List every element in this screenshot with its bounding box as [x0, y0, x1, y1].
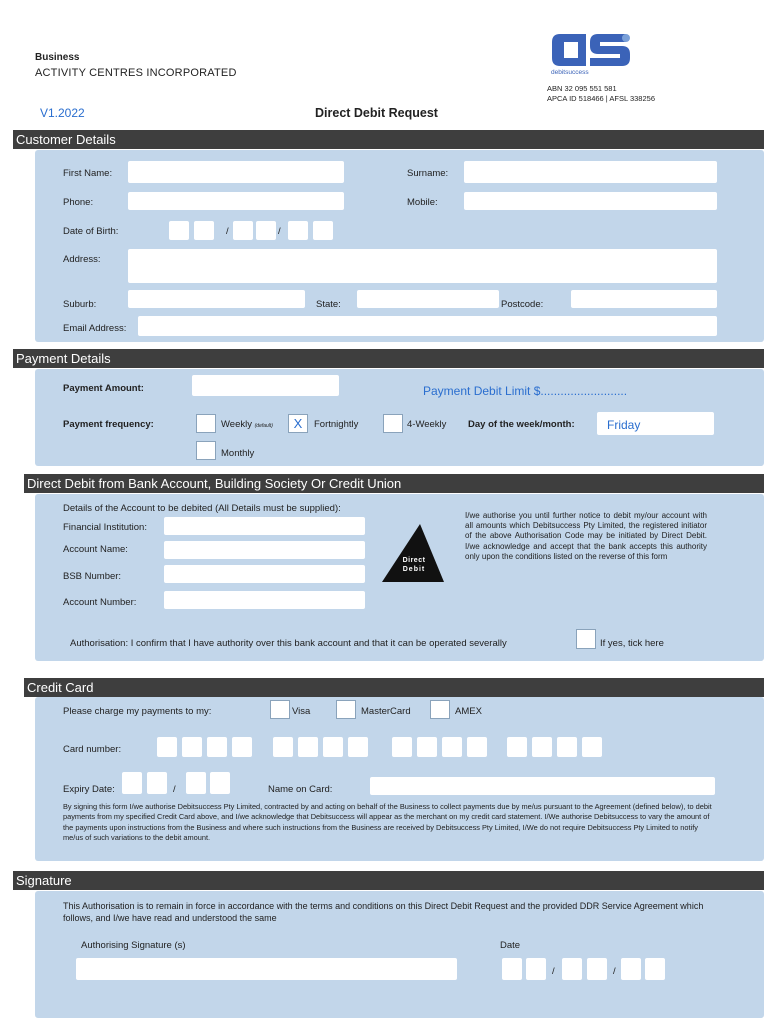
- expiry-month-2[interactable]: [147, 772, 167, 794]
- weekly-label: [221, 419, 273, 430]
- weekly-default-note: (default): [254, 423, 273, 429]
- dob-month-2[interactable]: [256, 221, 276, 240]
- abn-text: ABN 32 095 551 581: [547, 84, 617, 93]
- sign-date-day-2[interactable]: [526, 958, 546, 980]
- card-digit[interactable]: [273, 737, 293, 757]
- surname-label: Surname:: [407, 168, 449, 179]
- dob-separator-2: /: [278, 226, 281, 237]
- payment-debit-limit: Payment Debit Limit $..........................: [423, 384, 628, 398]
- card-digit[interactable]: [557, 737, 577, 757]
- dob-day-1[interactable]: [169, 221, 189, 240]
- sign-date-separator-2: /: [613, 966, 616, 977]
- authorisation-confirm-text: Authorisation: I confirm that I have authority over this bank account and that it can be operated severally: [70, 638, 507, 649]
- card-digit[interactable]: [182, 737, 202, 757]
- state-label: State:: [316, 299, 341, 310]
- state-field[interactable]: [357, 290, 499, 308]
- card-digit[interactable]: [582, 737, 602, 757]
- card-digit[interactable]: [348, 737, 368, 757]
- email-label: Email Address:: [63, 323, 127, 334]
- card-digit[interactable]: [467, 737, 487, 757]
- visa-label: Visa: [292, 706, 311, 717]
- authorisation-tick-label: If yes, tick here: [600, 638, 664, 649]
- logo-wordmark: debitsuccess: [551, 69, 589, 76]
- address-label: Address:: [63, 254, 101, 265]
- expiry-separator: /: [173, 784, 176, 795]
- direct-debit-logo-line2: Debit: [402, 566, 426, 573]
- section-direct-debit-bank: Direct Debit from Bank Account, Building Society Or Credit Union: [24, 474, 764, 493]
- sign-date-year-1[interactable]: [621, 958, 641, 980]
- section-signature: Signature: [13, 871, 764, 890]
- mastercard-label: MasterCard: [361, 706, 411, 717]
- card-digit[interactable]: [323, 737, 343, 757]
- surname-field[interactable]: [464, 161, 717, 183]
- business-label: Business: [35, 52, 80, 63]
- dob-year-2[interactable]: [313, 221, 333, 240]
- card-digit[interactable]: [232, 737, 252, 757]
- expiry-year-1[interactable]: [186, 772, 206, 794]
- postcode-label: Postcode:: [501, 299, 544, 310]
- authorisation-tick-checkbox[interactable]: [576, 629, 596, 649]
- sign-date-day-1[interactable]: [502, 958, 522, 980]
- section-customer-details: Customer Details: [13, 130, 764, 149]
- dob-separator-1: /: [226, 226, 229, 237]
- payment-amount-label: Payment Amount:: [63, 383, 144, 394]
- sign-date-year-2[interactable]: [645, 958, 665, 980]
- phone-label: Phone:: [63, 197, 94, 208]
- direct-debit-logo: [380, 522, 448, 584]
- dob-day-2[interactable]: [194, 221, 214, 240]
- page-title: Direct Debit Request: [315, 106, 438, 120]
- name-on-card-label: Name on Card:: [268, 784, 333, 795]
- section-payment-details: Payment Details: [13, 349, 764, 368]
- card-number-label: Card number:: [63, 744, 122, 755]
- card-digit[interactable]: [532, 737, 552, 757]
- name-on-card-field[interactable]: [370, 777, 715, 795]
- sign-date-separator-1: /: [552, 966, 555, 977]
- section-credit-card: Credit Card: [24, 678, 764, 697]
- weekly-checkbox[interactable]: [196, 414, 216, 433]
- fortnightly-label: Fortnightly: [314, 419, 359, 430]
- visa-checkbox[interactable]: [270, 700, 290, 719]
- account-number-label: Account Number:: [63, 597, 137, 608]
- four-weekly-checkbox[interactable]: [383, 414, 403, 433]
- dob-label: Date of Birth:: [63, 226, 119, 237]
- fortnightly-checkbox[interactable]: X: [288, 414, 308, 433]
- sign-date-month-1[interactable]: [562, 958, 582, 980]
- first-name-label: First Name:: [63, 168, 113, 179]
- monthly-checkbox[interactable]: [196, 441, 216, 460]
- expiry-month-1[interactable]: [122, 772, 142, 794]
- charge-label: Please charge my payments to my:: [63, 706, 212, 717]
- phone-field[interactable]: [128, 192, 344, 210]
- day-of-week-label: Day of the week/month:: [468, 419, 575, 430]
- payment-amount-field[interactable]: [192, 375, 339, 396]
- account-details-label: Details of the Account to be debited (All Details must be supplied):: [63, 503, 341, 514]
- mastercard-checkbox[interactable]: [336, 700, 356, 719]
- bsb-number-field[interactable]: [164, 565, 365, 583]
- weekly-text: Weekly: [221, 419, 252, 430]
- four-weekly-label: 4-Weekly: [407, 419, 447, 430]
- authorising-signature-label: Authorising Signature (s): [81, 940, 186, 951]
- abn-block: [547, 84, 655, 104]
- dob-year-1[interactable]: [288, 221, 308, 240]
- email-field[interactable]: [138, 316, 717, 336]
- mobile-field[interactable]: [464, 192, 717, 210]
- address-field[interactable]: [128, 249, 717, 283]
- dob-month-1[interactable]: [233, 221, 253, 240]
- sign-date-month-2[interactable]: [587, 958, 607, 980]
- signature-date-label: Date: [500, 940, 521, 951]
- debitsuccess-logo: [546, 28, 636, 76]
- monthly-label: Monthly: [221, 448, 255, 459]
- version-label: V1.2022: [40, 106, 85, 120]
- amex-checkbox[interactable]: [430, 700, 450, 719]
- suburb-field[interactable]: [128, 290, 305, 308]
- day-of-week-field[interactable]: Friday: [597, 412, 714, 435]
- business-name: ACTIVITY CENTRES INCORPORATED: [35, 67, 237, 79]
- account-name-field[interactable]: [164, 541, 365, 559]
- expiry-date-label: Expiry Date:: [63, 784, 115, 795]
- card-digit[interactable]: [442, 737, 462, 757]
- mobile-label: Mobile:: [407, 197, 438, 208]
- card-digit[interactable]: [417, 737, 437, 757]
- credit-card-terms: By signing this form I/we authorise Debitsuccess Pty Limited, contracted by and acting on behalf of the Business to collect payments due by me/us pursuant to the Agreement (defined below), to debit payments from my specified Credit Card above, and I/we acknowledge that Debitsuccess will appear as the merchant on my credit card statement. I/We authorise Debitsuccess to vary the amount of the payments upon instructions from the Business and where such instructions from the Business are received by Debitsuccess Pty Limited, I/We do not require Debitsuccess Pty Limited to notify me/us of such variations to the debit amount.: [63, 802, 712, 842]
- financial-institution-field[interactable]: [164, 517, 365, 535]
- signature-field[interactable]: [76, 958, 457, 980]
- bsb-number-label: BSB Number:: [63, 571, 122, 582]
- suburb-label: Suburb:: [63, 299, 97, 310]
- signature-authorisation-text: This Authorisation is to remain in force in accordance with the terms and conditions on this Direct Debit Request and the provided DDR Service Agreement which follows, and I/we have read and understood the same: [63, 901, 704, 923]
- amex-label: AMEX: [455, 706, 482, 717]
- card-digit[interactable]: [207, 737, 227, 757]
- card-digit[interactable]: [507, 737, 527, 757]
- postcode-field[interactable]: [571, 290, 717, 308]
- account-name-label: Account Name:: [63, 544, 128, 555]
- bank-authority-text: I/we authorise you until further notice to debit my/our account with all amounts which Debitsuccess Pty Limited, the registered initiator of the above Authorisation Code may be initiated by Direct Debit. I/we acknowledge and accept that the bank accepts this authority only upon the conditions listed on the reverse of this form: [465, 511, 707, 561]
- first-name-field[interactable]: [128, 161, 344, 183]
- card-digit[interactable]: [392, 737, 412, 757]
- expiry-year-2[interactable]: [210, 772, 230, 794]
- account-number-field[interactable]: [164, 591, 365, 609]
- apca-text: APCA ID 518466 | AFSL 338256: [547, 94, 655, 103]
- payment-frequency-label: Payment frequency:: [63, 419, 154, 430]
- card-digit[interactable]: [157, 737, 177, 757]
- card-digit[interactable]: [298, 737, 318, 757]
- direct-debit-logo-line1: Direct: [402, 557, 426, 564]
- financial-institution-label: Financial Institution:: [63, 522, 147, 533]
